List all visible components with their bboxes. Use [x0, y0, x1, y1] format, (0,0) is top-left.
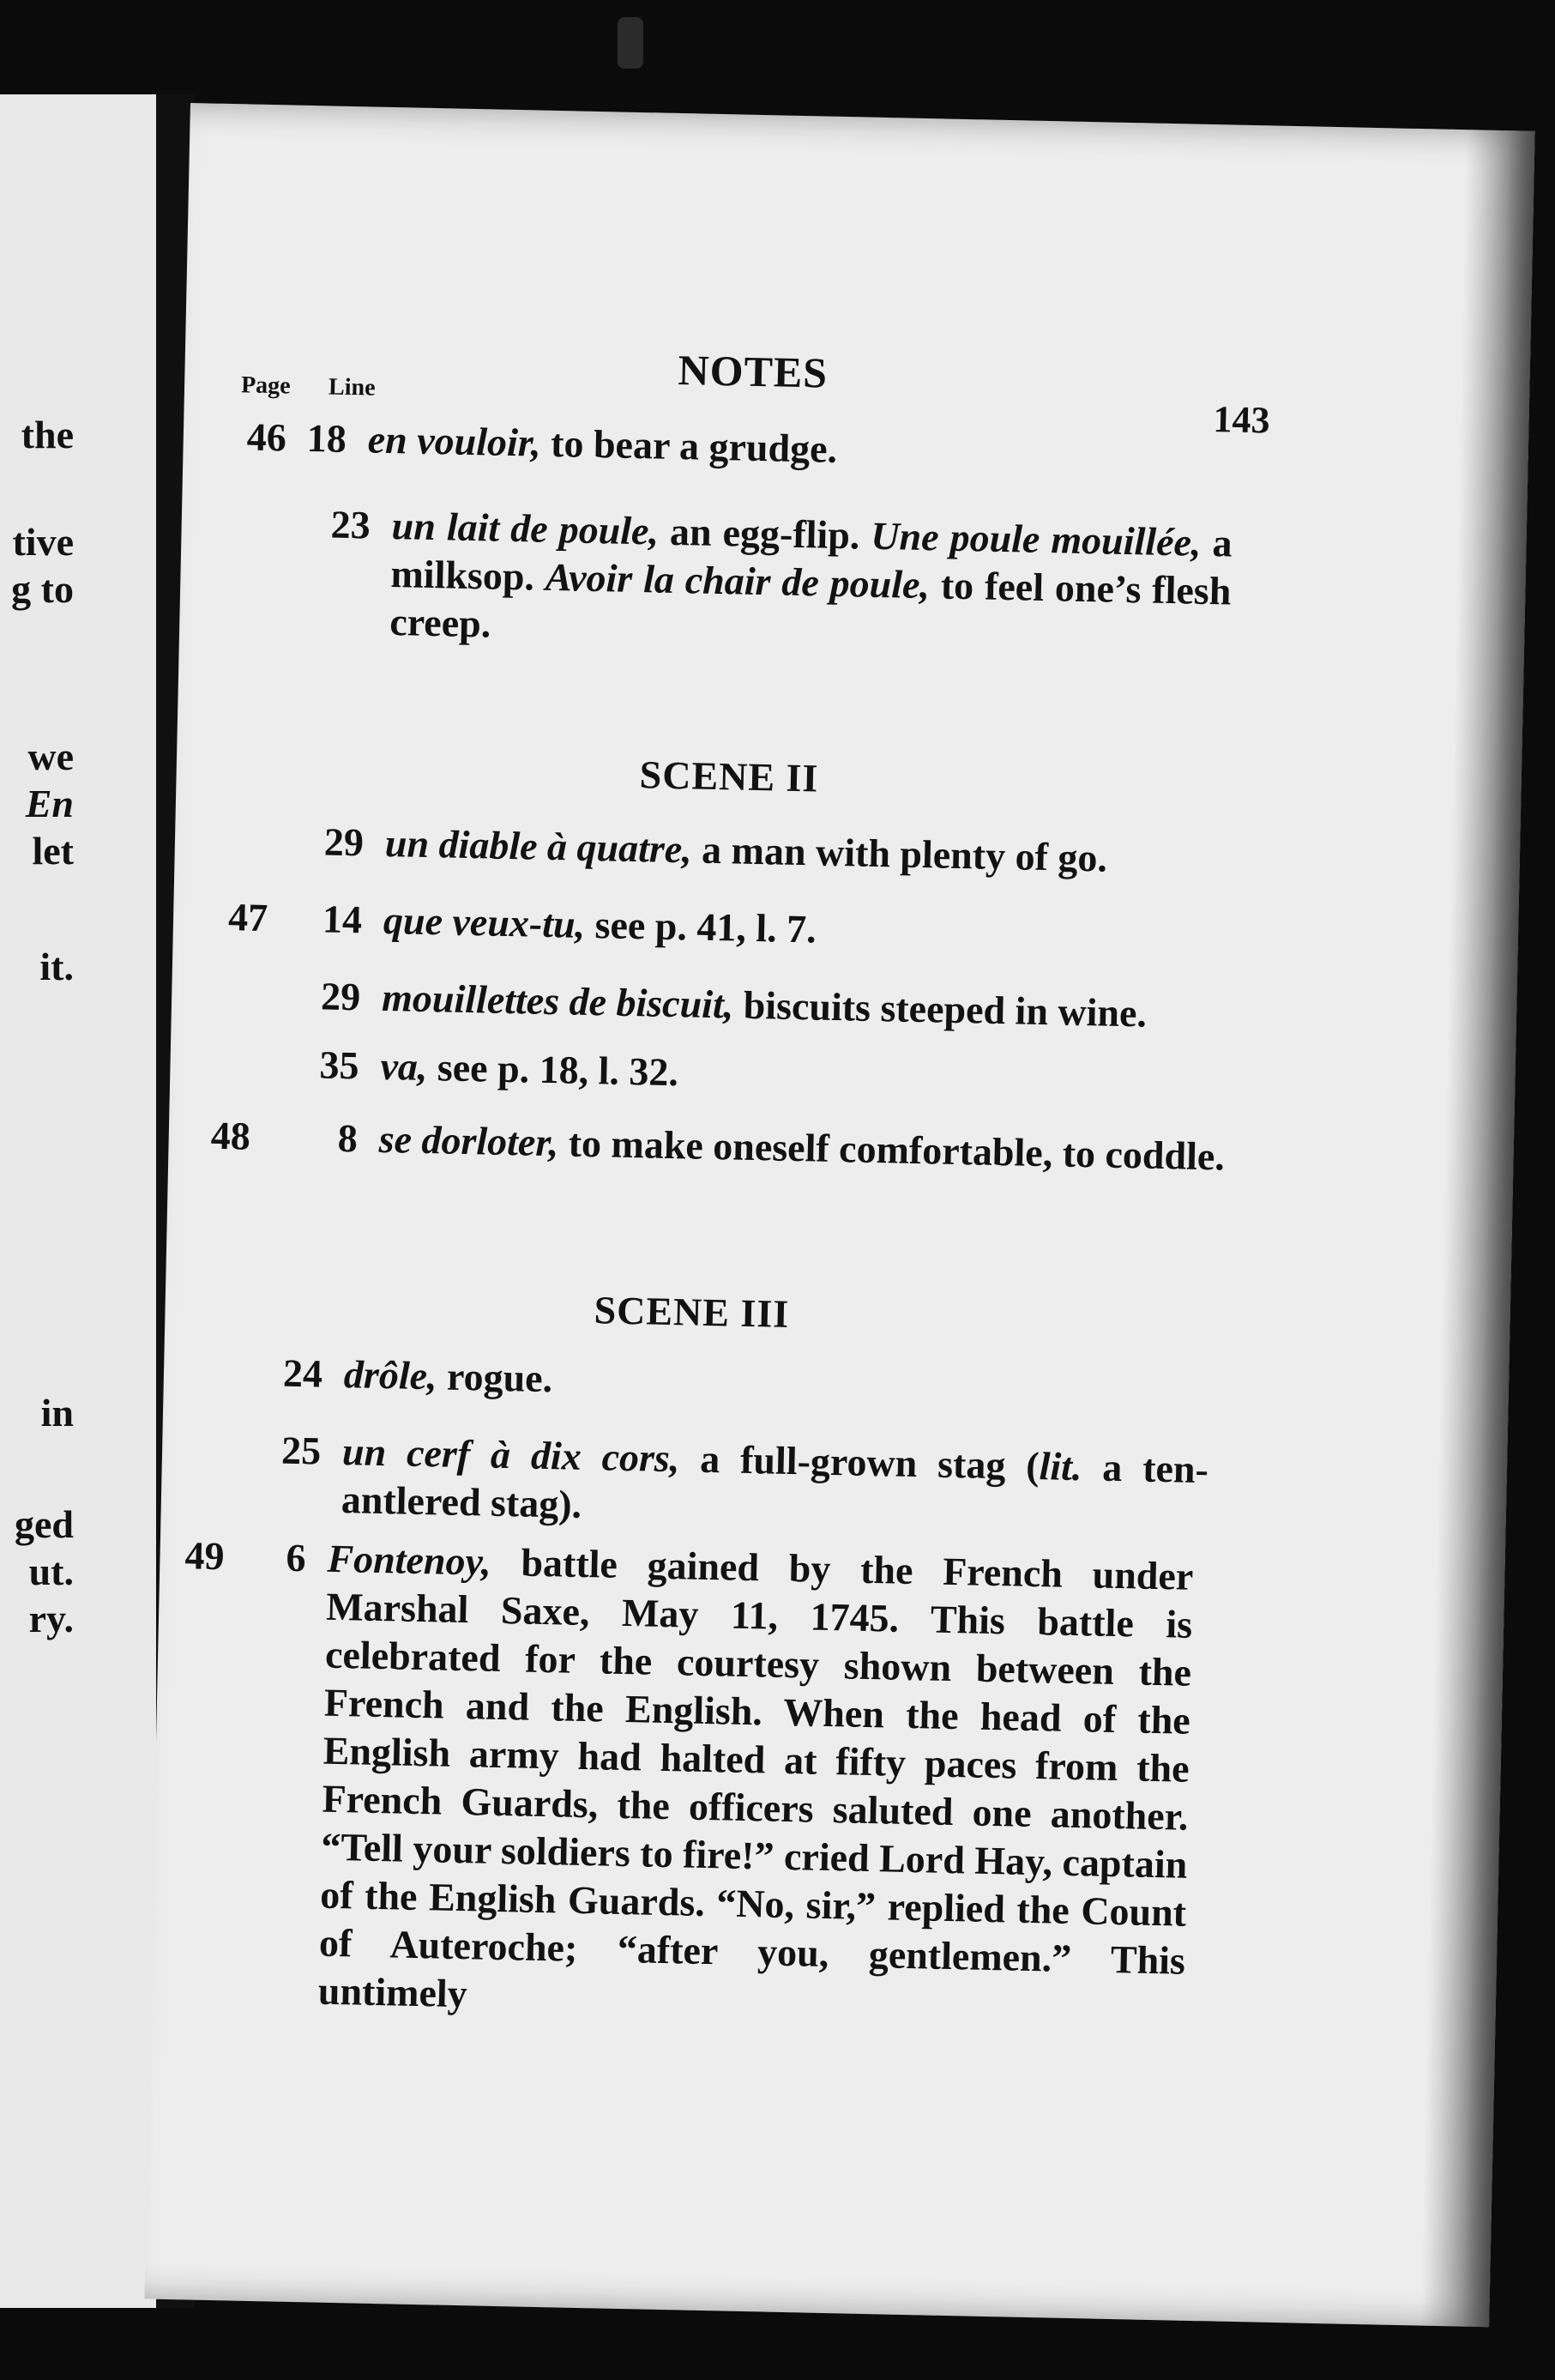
left-fragment: the	[21, 413, 74, 456]
note-line-ref: 24	[282, 1350, 323, 1396]
note-entry	[226, 893, 1135, 951]
left-fragment: ry.	[28, 1597, 74, 1640]
note-entry	[233, 498, 1233, 646]
left-fragment: we	[27, 734, 74, 778]
note-entry	[235, 413, 1144, 471]
left-fragment: g to	[11, 567, 74, 611]
left-fragment: En	[25, 782, 74, 825]
note-line-ref: 29	[320, 974, 361, 1019]
note-term: un lait de poule,	[391, 504, 660, 553]
note-term: Fontenoy,	[326, 1536, 492, 1584]
left-fragment: tive	[12, 520, 74, 564]
note-line-ref: 14	[322, 897, 363, 942]
left-fragment: in	[40, 1391, 74, 1435]
note-line-ref: 25	[280, 1428, 322, 1473]
column-label-line: Line	[328, 373, 376, 402]
note-page-ref: 46	[246, 414, 287, 460]
column-label-page: Page	[240, 371, 291, 400]
scene-heading: SCENE III	[594, 1288, 790, 1336]
note-text: an egg-flip.	[658, 509, 871, 558]
note-text: battle gained by the French under Marshal Saxe, May 11, 1745. This battle is celebrated for the courtesy shown between the French and the English. When the head of the English army had halted at fifty paces from the French Guards, the officers saluted one another. “Tell your soldiers to fire!” cried Lord Hay, captain of the English Guards. “No, sir,” replied the Count of Auteroche; “after you, gentlemen.” This untimely	[317, 1539, 1194, 2016]
note-term: mouillettes de biscuit,	[381, 975, 734, 1027]
note-term: un diable à quatre,	[384, 820, 693, 872]
note-text: a ten-antlered stag).	[341, 1445, 1209, 1526]
note-term: que veux-tu,	[383, 897, 586, 946]
note-term: lit.	[1039, 1444, 1083, 1489]
note-text: biscuits steeped in wine.	[732, 982, 1148, 1036]
note-line-ref: 18	[306, 415, 347, 461]
left-fragment: ut.	[28, 1549, 74, 1593]
note-line-ref: 29	[323, 819, 365, 865]
note-term: drôle,	[343, 1352, 438, 1398]
note-text: see p. 18, l. 32.	[426, 1045, 679, 1095]
left-fragment: it.	[39, 945, 74, 988]
note-text: to feel one’s flesh creep.	[389, 563, 1232, 646]
note-text: to bear a grudge.	[540, 420, 838, 471]
note-entry	[216, 1348, 1125, 1401]
note-line-ref: 23	[330, 502, 371, 547]
page-edge-shadow	[1420, 130, 1535, 2327]
note-text: to make oneself comfortable, to coddle.	[558, 1121, 1226, 1179]
note-term: se dorloter,	[378, 1116, 559, 1165]
note-term: Une poule mouillée,	[870, 513, 1202, 565]
note-text: see p. 41, l. 7.	[584, 902, 817, 951]
left-fragment: let	[32, 829, 74, 873]
note-line-ref: 8	[337, 1115, 359, 1161]
note-term: Avoir la chair de poule,	[545, 554, 931, 607]
note-text: a man with plenty of go.	[691, 827, 1108, 880]
scene-heading: SCENE II	[639, 752, 819, 800]
note-line-ref: 35	[319, 1042, 360, 1088]
note-entry	[224, 970, 1148, 1036]
note-line-ref: 6	[285, 1535, 307, 1580]
note-entry	[210, 1112, 1226, 1179]
binding-clip	[618, 17, 643, 69]
note-page-ref: 47	[227, 895, 268, 940]
notes-page	[144, 103, 1534, 2327]
note-text: rogue.	[437, 1354, 553, 1401]
note-text: a milksop.	[390, 520, 1233, 599]
note-term: va,	[380, 1043, 428, 1090]
note-page-ref: 48	[210, 1113, 251, 1158]
note-entry	[227, 816, 1136, 880]
note-term: en vouloir,	[367, 417, 542, 465]
left-facing-page	[0, 94, 161, 2308]
left-fragment: ged	[15, 1502, 74, 1546]
page-title: NOTES	[678, 345, 829, 397]
note-page-ref: 49	[184, 1533, 226, 1579]
note-entry	[214, 1425, 1209, 1526]
note-term: un cerf à dix cors,	[341, 1429, 680, 1481]
page-number: 143	[1213, 398, 1271, 442]
note-text: a full-grown stag (	[678, 1436, 1040, 1489]
note-entry	[222, 1039, 1131, 1095]
